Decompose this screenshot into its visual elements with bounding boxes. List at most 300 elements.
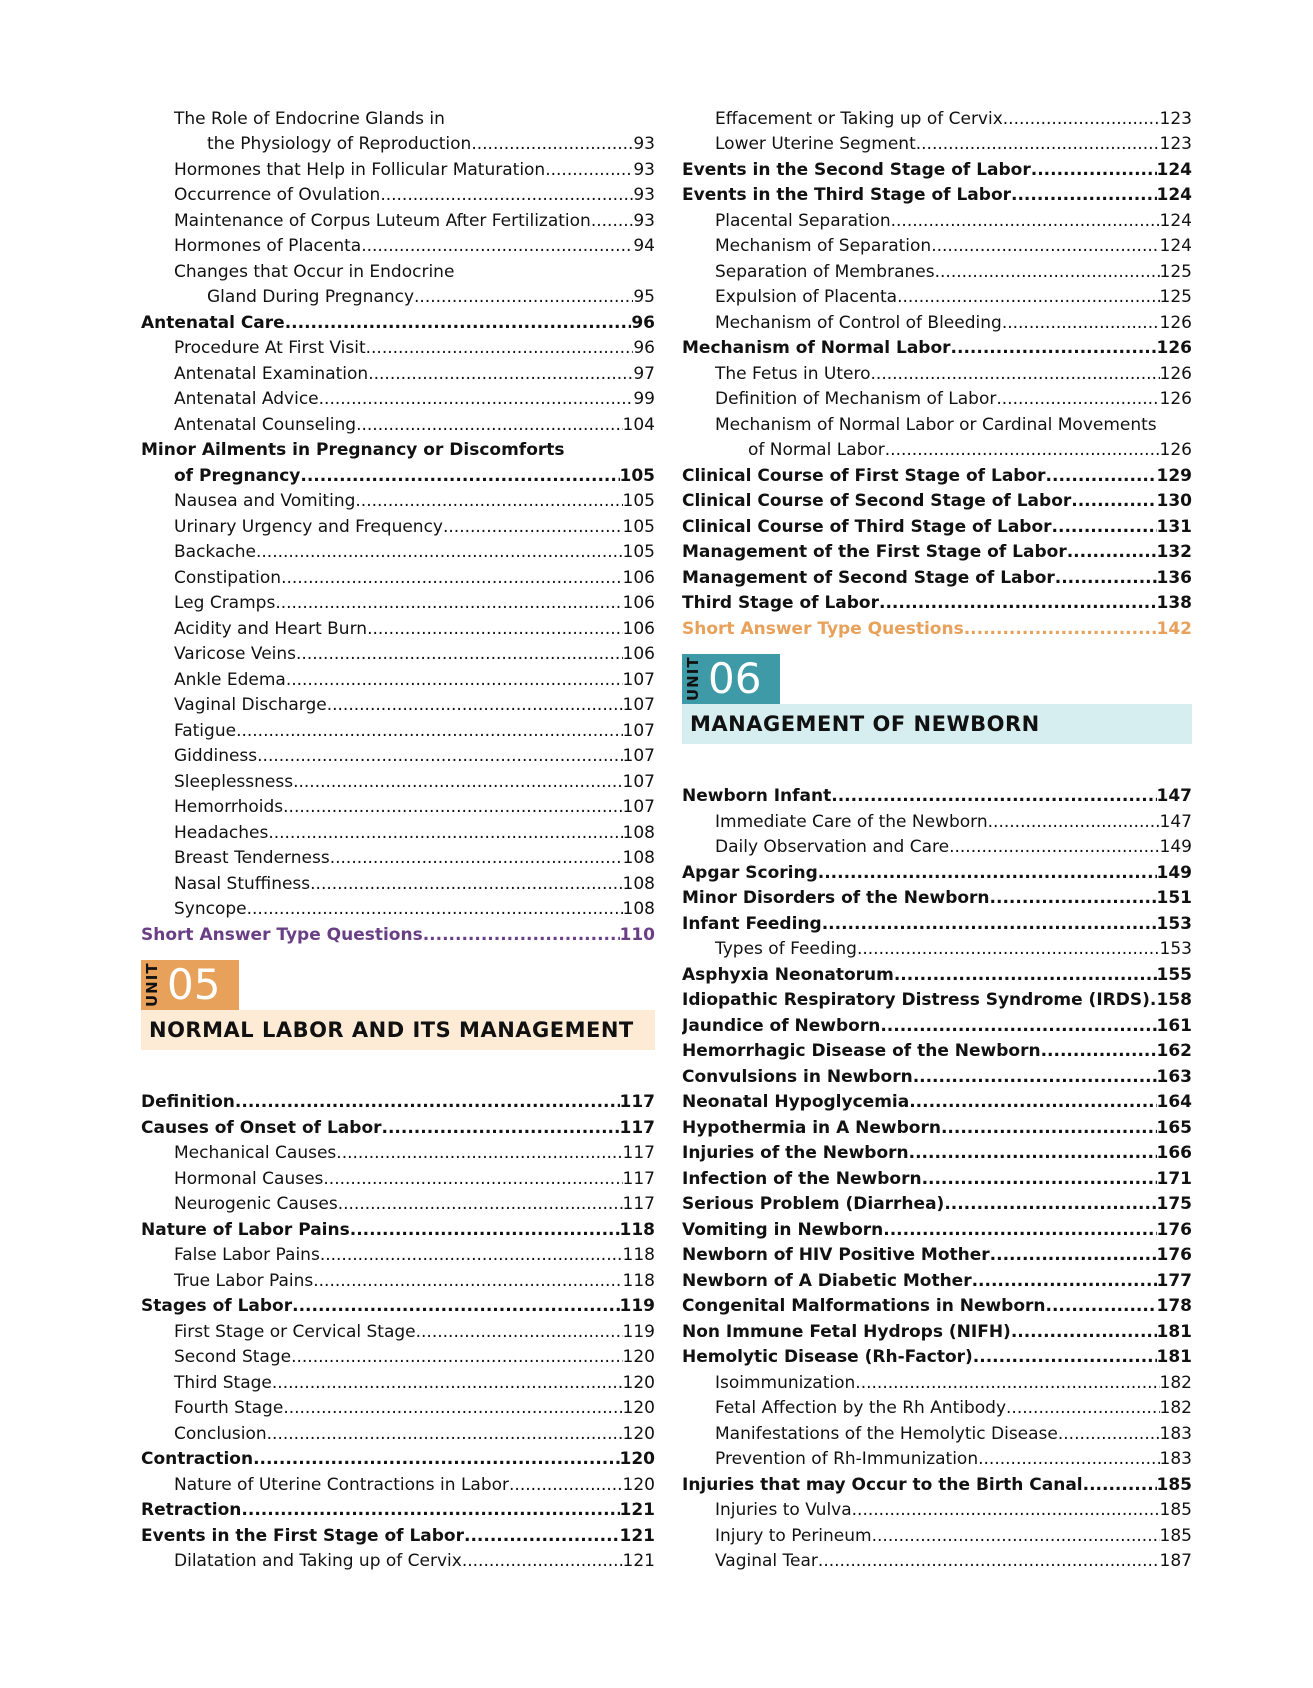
unit-title: MANAGEMENT OF NEWBORN: [682, 704, 1192, 744]
dot-leader: [852, 1500, 1160, 1521]
dot-leader: [879, 593, 1157, 614]
toc-entry-page: 176: [1156, 1245, 1192, 1265]
toc-entry-page: 125: [1159, 287, 1192, 307]
toc-entry: [682, 589, 1192, 615]
toc-entry-page: 106: [622, 618, 655, 639]
toc-entry-title: Hormonal Causes: [174, 1168, 324, 1189]
toc-entry-title: Hormones that Help in Follicular Maturation: [174, 159, 546, 180]
toc-entry: [682, 1190, 1192, 1216]
toc-entry-page: 118: [622, 1245, 655, 1265]
dot-leader: [1150, 990, 1157, 1011]
dot-leader: [320, 1245, 623, 1266]
toc-entry-title: True Labor Pains: [174, 1270, 314, 1291]
toc-entry-title: Mechanical Causes: [174, 1143, 337, 1163]
toc-entry-page: 171: [1156, 1168, 1192, 1189]
unit-title: NORMAL LABOR AND ITS MANAGEMENT: [141, 1010, 655, 1050]
dot-leader: [885, 440, 1160, 461]
dot-leader: [356, 415, 622, 436]
dot-leader: [909, 1092, 1156, 1113]
toc-entry-title: Dilatation and Taking up of Cervix: [174, 1551, 462, 1571]
dot-leader: [1058, 1424, 1160, 1445]
dot-leader: [964, 619, 1157, 640]
dot-leader: [990, 888, 1157, 909]
toc-entry: [141, 767, 655, 793]
dot-leader: [423, 925, 620, 946]
toc-entry: [141, 742, 655, 768]
dot-leader: [267, 1424, 623, 1445]
dot-leader: [1055, 568, 1157, 589]
toc-entry-title: Definition: [141, 1092, 235, 1112]
toc-entry-title: Gland During Pregnancy: [207, 287, 415, 307]
dot-leader: [973, 1347, 1157, 1368]
unit-badge: [682, 654, 780, 704]
toc-entry-page: 142: [1156, 618, 1192, 639]
toc-entry-title: Management of the First Stage of Labor: [682, 542, 1067, 562]
toc-entry-title: Apgar Scoring: [682, 862, 818, 883]
dot-leader: [897, 287, 1159, 308]
toc-entry-title: Changes that Occur in Endocrine: [174, 261, 455, 282]
dot-leader: [831, 786, 1156, 807]
toc-entry: [141, 563, 655, 589]
toc-entry-title: Congenital Malformations in Newborn: [682, 1296, 1046, 1316]
dot-leader: [978, 1449, 1159, 1470]
toc-right-column: [682, 104, 1192, 1572]
toc-entry: [141, 283, 655, 309]
dot-leader: [1083, 1475, 1157, 1496]
toc-entry: [682, 1547, 1192, 1573]
toc-entry: [682, 1241, 1192, 1267]
toc-entry-page: 149: [1159, 837, 1192, 857]
toc-entry: [682, 206, 1192, 232]
dot-leader: [871, 364, 1160, 385]
toc-entry: [141, 130, 655, 156]
toc-entry-page: 118: [619, 1219, 655, 1240]
toc-entry: [682, 257, 1192, 283]
dot-leader: [275, 593, 622, 614]
toc-entry-title: Neurogenic Causes: [174, 1194, 338, 1214]
dot-leader: [818, 1551, 1160, 1572]
toc-entry-page: 161: [1156, 1015, 1192, 1036]
toc-entry-title: Clinical Course of Second Stage of Labor: [682, 491, 1072, 511]
dot-leader: [256, 542, 623, 563]
toc-entry-title: Acidity and Heart Burn: [174, 618, 368, 639]
toc-entry-page: 175: [1156, 1194, 1192, 1214]
toc-entry-page: 178: [1156, 1296, 1192, 1316]
toc-entry: [141, 206, 655, 232]
dot-leader: [951, 338, 1157, 359]
toc-entry-title: Minor Disorders of the Newborn: [682, 888, 990, 908]
toc-entry: [682, 1496, 1192, 1522]
toc-entry-title: Events in the Second Stage of Labor: [682, 159, 1031, 180]
toc-entry: [682, 614, 1192, 640]
toc-entry-page: 117: [622, 1168, 655, 1189]
toc-entry: [141, 691, 655, 717]
toc-entry-title: Short Answer Type Questions: [682, 618, 964, 639]
toc-entry-title: Management of Second Stage of Labor: [682, 567, 1055, 588]
toc-entry: [141, 410, 655, 436]
toc-entry-title: Antenatal Counseling: [174, 414, 357, 435]
toc-entry-page: 185: [1156, 1474, 1192, 1495]
dot-leader: [253, 1449, 619, 1470]
toc-entry: [682, 1419, 1192, 1445]
toc-entry-title: Contraction: [141, 1449, 254, 1469]
toc-entry-title: Nasal Stuffiness: [174, 873, 311, 894]
toc-entry-title: Giddiness: [174, 746, 258, 766]
toc-entry-title: Serious Problem (Diarrhea): [682, 1194, 945, 1214]
toc-entry-title: Mechanism of Control of Bleeding: [715, 312, 1002, 333]
toc-entry: [141, 461, 655, 487]
dot-leader: [241, 1500, 619, 1521]
toc-entry-title: Hemolytic Disease (Rh-Factor): [682, 1347, 973, 1367]
toc-entry-page: 108: [622, 822, 655, 843]
dot-leader: [296, 644, 623, 665]
toc-entry: [682, 538, 1192, 564]
dot-leader: [857, 939, 1160, 960]
toc-entry-page: 126: [1159, 363, 1192, 384]
toc-entry: [682, 155, 1192, 181]
toc-entry: [141, 895, 655, 921]
dot-leader: [380, 185, 633, 206]
toc-entry-page: 110: [619, 924, 655, 945]
dot-leader: [988, 812, 1160, 833]
toc-entry-title: Breast Tenderness: [174, 848, 330, 868]
toc-entry-page: 126: [1159, 312, 1192, 333]
toc-list: [141, 1088, 655, 1573]
toc-entry-title: Leg Cramps: [174, 593, 276, 613]
toc-entry-page: 185: [1159, 1500, 1192, 1520]
toc-entry-title: Ankle Edema: [174, 669, 286, 690]
toc-entry-title: Causes of Onset of Labor: [141, 1117, 382, 1138]
dot-leader: [286, 670, 623, 691]
toc-entry: [682, 232, 1192, 258]
toc-entry-page: 104: [622, 414, 655, 435]
toc-entry: [141, 512, 655, 538]
dot-leader: [909, 1143, 1157, 1164]
toc-entry: [141, 1215, 655, 1241]
toc-entry-page: 96: [633, 338, 655, 358]
toc-entry: [682, 1343, 1192, 1369]
dot-leader: [818, 863, 1157, 884]
toc-entry: [682, 436, 1192, 462]
toc-entry-page: 124: [1159, 210, 1192, 231]
dot-leader: [545, 160, 633, 181]
toc-entry-title: Convulsions in Newborn: [682, 1066, 913, 1087]
toc-entry: [682, 1317, 1192, 1343]
toc-entry-page: 176: [1156, 1219, 1192, 1240]
dot-leader: [1071, 491, 1156, 512]
toc-entry-page: 120: [619, 1449, 655, 1469]
toc-entry-page: 125: [1159, 261, 1192, 282]
dot-leader: [283, 1398, 622, 1419]
toc-entry: [682, 130, 1192, 156]
toc-entry-title: Events in the Third Stage of Labor: [682, 185, 1012, 205]
toc-entry-page: 149: [1156, 862, 1192, 883]
toc-entry-page: 138: [1156, 593, 1192, 613]
toc-entry-page: 108: [622, 899, 655, 919]
toc-entry-page: 117: [622, 1194, 655, 1214]
toc-entry-title: Injuries that may Occur to the Birth Canal: [682, 1474, 1083, 1495]
toc-entry-page: 155: [1156, 964, 1192, 985]
toc-entry-title: Expulsion of Placenta: [715, 287, 898, 307]
toc-entry-page: 106: [622, 567, 655, 588]
toc-entry-page: 120: [622, 1398, 655, 1418]
dot-leader: [272, 1373, 623, 1394]
toc-left-column: [141, 104, 655, 1572]
dot-leader: [292, 1296, 619, 1317]
toc-entry: [141, 385, 655, 411]
toc-list: [682, 104, 1192, 640]
toc-entry: [682, 1062, 1192, 1088]
toc-entry-page: 151: [1156, 888, 1192, 908]
toc-entry-title: Isoimmunization: [715, 1372, 856, 1393]
toc-entry: [682, 833, 1192, 859]
toc-entry: [141, 614, 655, 640]
dot-leader: [1003, 109, 1160, 130]
dot-leader: [367, 619, 622, 640]
toc-entry: [141, 869, 655, 895]
toc-entry-title: Vomiting in Newborn: [682, 1219, 884, 1240]
dot-leader: [350, 1220, 620, 1241]
toc-entry-title: Immediate Care of the Newborn: [715, 811, 988, 832]
unit-label: UNIT: [143, 962, 161, 1007]
dot-leader: [1046, 1296, 1157, 1317]
toc-entry: [141, 920, 655, 946]
toc-entry-page: 107: [622, 746, 655, 766]
toc-entry-page: 183: [1159, 1423, 1192, 1444]
toc-entry-title: Nature of Uterine Contractions in Labor: [174, 1474, 510, 1495]
toc-entry-title: of Pregnancy: [174, 465, 301, 486]
toc-entry-title: Antenatal Care: [141, 312, 285, 333]
dot-leader: [313, 1271, 622, 1292]
dot-leader: [319, 389, 634, 410]
toc-entry: [682, 563, 1192, 589]
toc-entry-title: Fourth Stage: [174, 1398, 284, 1418]
dot-leader: [1041, 1041, 1157, 1062]
toc-entry-page: 93: [633, 185, 655, 205]
toc-entry-title: Maintenance of Corpus Luteum After Fertilization: [174, 210, 591, 231]
toc-entry: [682, 181, 1192, 207]
dot-leader: [310, 874, 622, 895]
toc-entry: [141, 818, 655, 844]
dot-leader: [300, 466, 619, 487]
toc-entry-title: Injuries to Vulva: [715, 1500, 852, 1520]
toc-entry: [141, 181, 655, 207]
toc-entry: [682, 1292, 1192, 1318]
toc-entry: [682, 1394, 1192, 1420]
dot-leader: [855, 1373, 1159, 1394]
toc-entry-page: 106: [622, 644, 655, 664]
dot-leader: [1006, 1398, 1160, 1419]
toc-entry-page: 93: [633, 134, 655, 154]
toc-entry-page: 185: [1159, 1525, 1192, 1546]
dot-leader: [283, 797, 622, 818]
toc-entry: [682, 1037, 1192, 1063]
dot-leader: [268, 823, 622, 844]
toc-entry-title: Separation of Membranes: [715, 261, 935, 282]
toc-entry-title: Daily Observation and Care: [715, 837, 950, 857]
toc-entry: [141, 1164, 655, 1190]
toc-entry-page: 105: [622, 542, 655, 562]
toc-entry-title: Placental Separation: [715, 210, 891, 231]
dot-leader: [464, 1526, 620, 1547]
dot-leader: [1067, 542, 1157, 563]
toc-entry-page: 118: [622, 1270, 655, 1291]
toc-entry-title: Mechanism of Normal Labor or Cardinal Movements: [715, 414, 1157, 435]
dot-leader: [443, 517, 623, 538]
toc-entry-title: Retraction: [141, 1500, 242, 1520]
dot-leader: [1031, 160, 1157, 181]
toc-entry: [682, 410, 1192, 436]
dot-leader: [247, 899, 623, 920]
toc-entry: [141, 1521, 655, 1547]
toc-entry-title: Third Stage of Labor: [682, 593, 879, 613]
dot-leader: [293, 772, 622, 793]
toc-entry-title: Antenatal Examination: [174, 363, 369, 384]
toc-entry-page: 130: [1156, 491, 1192, 511]
toc-entry-page: 181: [1156, 1347, 1192, 1367]
toc-entry-title: Neonatal Hypoglycemia: [682, 1092, 910, 1112]
toc-entry: [682, 359, 1192, 385]
toc-entry: [682, 1139, 1192, 1165]
toc-entry: [682, 782, 1192, 808]
toc-entry: [141, 232, 655, 258]
toc-entry: [682, 1164, 1192, 1190]
toc-entry: [141, 104, 655, 130]
toc-entry: [141, 1470, 655, 1496]
dot-leader: [822, 914, 1157, 935]
toc-entry: [682, 1113, 1192, 1139]
toc-entry-page: 96: [631, 312, 655, 333]
dot-leader: [291, 1347, 622, 1368]
dot-leader: [285, 313, 632, 334]
toc-entry: [682, 935, 1192, 961]
toc-entry-page: 107: [622, 771, 655, 792]
toc-entry-title: Minor Ailments in Pregnancy or Discomforts: [141, 440, 565, 460]
dot-leader: [1011, 1322, 1157, 1343]
toc-entry-page: 120: [622, 1474, 655, 1495]
dot-leader: [891, 211, 1160, 232]
toc-entry-page: 107: [622, 695, 655, 715]
toc-entry: [141, 1088, 655, 1114]
toc-entry-page: 126: [1159, 389, 1192, 409]
dot-leader: [416, 1322, 623, 1343]
toc-entry: [141, 436, 655, 462]
toc-entry: [141, 1241, 655, 1267]
toc-entry: [141, 308, 655, 334]
dot-leader: [327, 695, 623, 716]
toc-entry-page: 105: [619, 465, 655, 486]
toc-entry: [682, 1521, 1192, 1547]
toc-entry-title: Idiopathic Respiratory Distress Syndrome (IRDS): [682, 990, 1150, 1010]
toc-entry-title: Sleeplessness: [174, 771, 294, 792]
dot-leader: [330, 848, 623, 869]
toc-entry-page: 164: [1156, 1092, 1192, 1112]
toc-entry: [141, 257, 655, 283]
dot-leader: [257, 746, 622, 767]
unit-badge: [141, 960, 239, 1010]
toc-entry-title: Clinical Course of First Stage of Labor: [682, 465, 1046, 486]
toc-entry-page: 123: [1159, 108, 1192, 129]
toc-entry-title: Urinary Urgency and Frequency: [174, 516, 443, 537]
toc-entry-page: 117: [619, 1117, 655, 1138]
toc-entry: [682, 385, 1192, 411]
toc-entry: [141, 1547, 655, 1573]
toc-entry-page: 107: [622, 669, 655, 690]
toc-entry-page: 165: [1156, 1117, 1192, 1138]
toc-entry-title: Newborn of HIV Positive Mother: [682, 1245, 990, 1265]
dot-leader: [972, 1271, 1157, 1292]
toc-entry: [682, 461, 1192, 487]
toc-entry-title: Occurrence of Ovulation: [174, 185, 381, 205]
toc-entry: [141, 155, 655, 181]
toc-entry: [141, 334, 655, 360]
toc-entry-page: 95: [633, 287, 655, 307]
dot-leader: [990, 1245, 1157, 1266]
toc-entry-title: Non Immune Fetal Hydrops (NIFH): [682, 1321, 1011, 1342]
toc-entry-page: 121: [622, 1551, 655, 1571]
toc-entry-page: 93: [633, 210, 655, 231]
toc-entry-page: 93: [633, 159, 655, 180]
toc-entry-title: Effacement or Taking up of Cervix: [715, 108, 1003, 129]
toc-entry: [682, 884, 1192, 910]
toc-entry: [141, 793, 655, 819]
dot-leader: [996, 389, 1159, 410]
toc-entry: [682, 1266, 1192, 1292]
dot-leader: [281, 568, 622, 589]
toc-entry-title: Second Stage: [174, 1347, 292, 1367]
toc-entry: [682, 334, 1192, 360]
toc-entry: [682, 1368, 1192, 1394]
toc-entry-title: Stages of Labor: [141, 1296, 293, 1316]
dot-leader: [883, 1220, 1156, 1241]
toc-entry-title: Hypothermia in A Newborn: [682, 1117, 941, 1138]
toc-entry-title: Asphyxia Neonatorum: [682, 964, 894, 985]
toc-entry-title: Lower Uterine Segment: [715, 134, 916, 154]
dot-leader: [1052, 517, 1157, 538]
toc-entry-page: 99: [633, 389, 655, 409]
toc-entry: [141, 1343, 655, 1369]
toc-entry: [141, 716, 655, 742]
dot-leader: [944, 1194, 1156, 1215]
toc-entry-title: Mechanism of Separation: [715, 236, 932, 256]
dot-leader: [949, 837, 1159, 858]
dot-leader: [1046, 466, 1157, 487]
toc-entry: [141, 359, 655, 385]
toc-entry: [682, 487, 1192, 513]
toc-entry: [682, 1470, 1192, 1496]
toc-entry-title: False Labor Pains: [174, 1245, 320, 1265]
dot-leader: [368, 364, 633, 385]
toc-entry-page: 108: [622, 873, 655, 894]
dot-leader: [935, 262, 1160, 283]
toc-entry-title: Syncope: [174, 899, 247, 919]
unit-label: UNIT: [684, 656, 702, 701]
toc-entry-page: 105: [622, 491, 655, 511]
toc-entry-title: Clinical Course of Third Stage of Labor: [682, 516, 1052, 537]
toc-entry-page: 163: [1156, 1066, 1192, 1087]
dot-leader: [366, 338, 634, 359]
toc-entry-page: 105: [622, 516, 655, 537]
toc-entry-page: 132: [1156, 542, 1192, 562]
toc-entry-page: 182: [1159, 1398, 1192, 1418]
dot-leader: [355, 491, 622, 512]
toc-entry-title: Procedure At First Visit: [174, 338, 366, 358]
toc-entry-page: 158: [1156, 990, 1192, 1010]
toc-entry-title: Nausea and Vomiting: [174, 491, 356, 511]
dot-leader: [1011, 185, 1156, 206]
dot-leader: [872, 1526, 1160, 1547]
toc-entry: [682, 1088, 1192, 1114]
